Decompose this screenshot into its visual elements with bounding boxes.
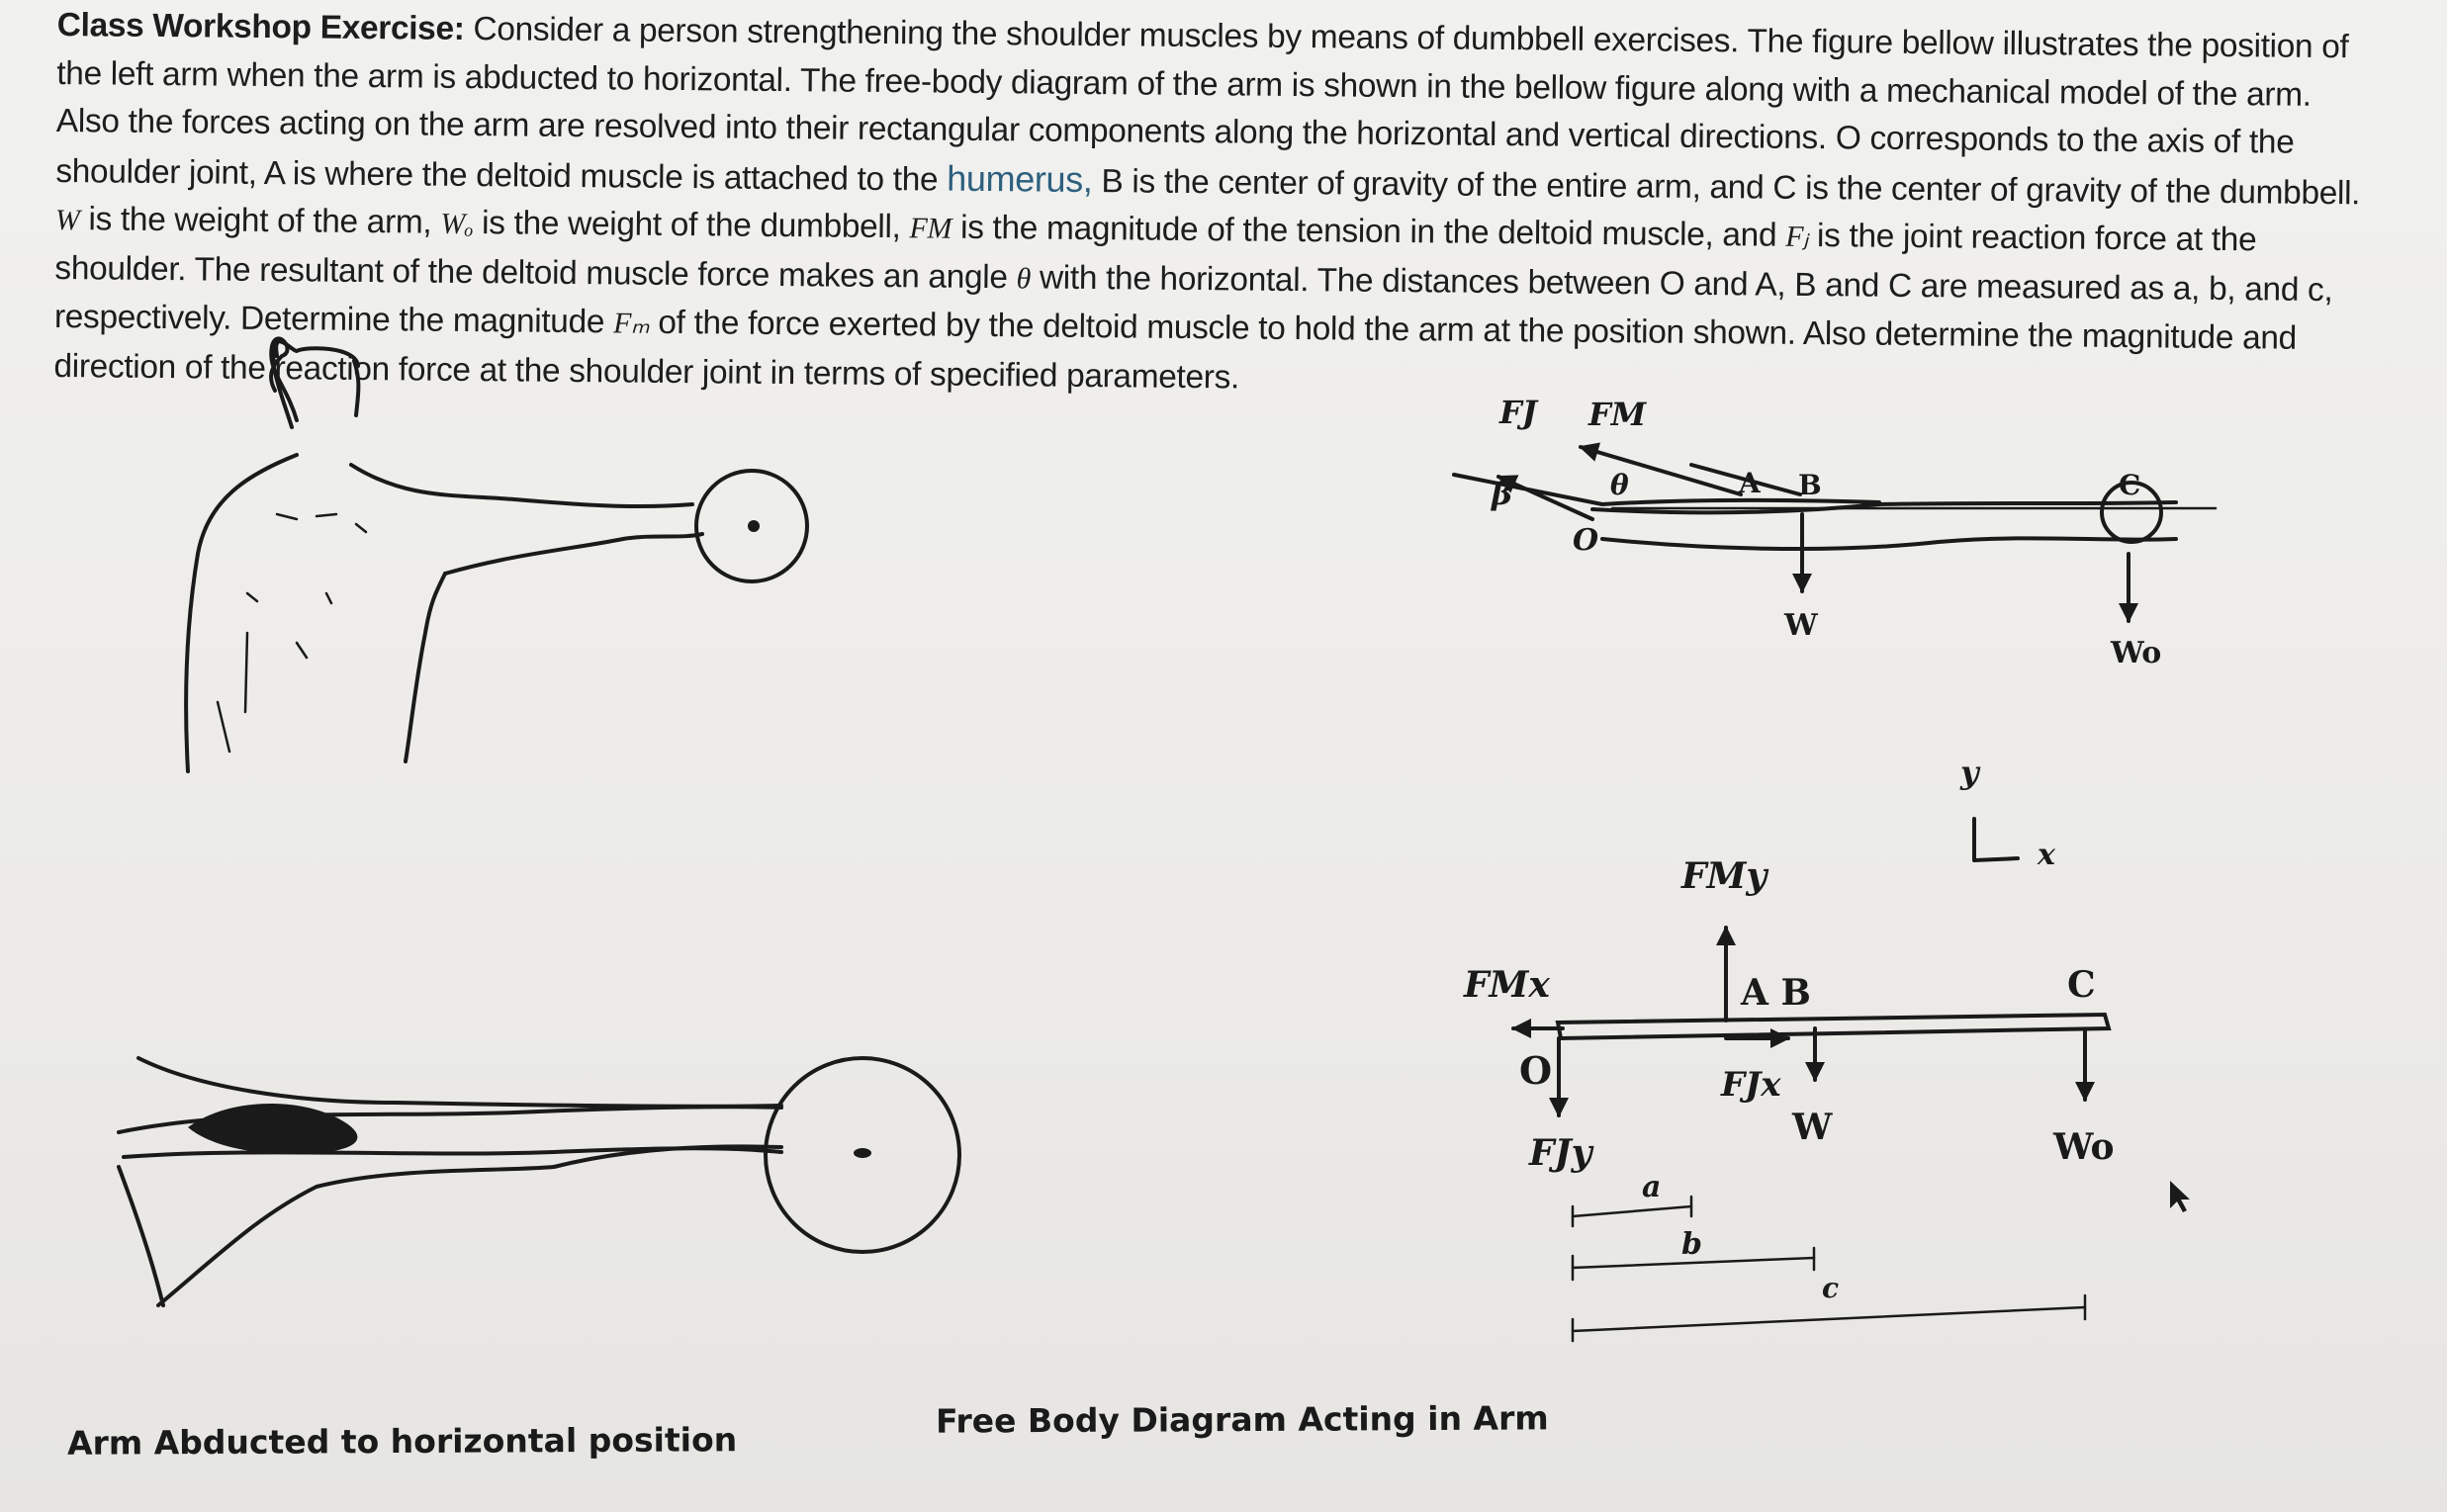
fbd-wo-label: Wo	[2053, 1126, 2115, 1168]
torso-right	[406, 574, 445, 761]
model-beta-label: β	[1492, 475, 1513, 512]
fbd-c-label: C	[2067, 964, 2096, 1006]
caption-free-body-diagram: Free Body Diagram Acting in Arm	[935, 1398, 1549, 1441]
problem-part6: is the joint reaction force at the shoulder. The resultant of the deltoid muscle force makes an angle	[54, 218, 2257, 296]
mechanical-model	[1454, 394, 2216, 670]
dim-b-label: b	[1681, 1227, 1702, 1262]
axes-lines	[1974, 819, 2018, 860]
problem-part4: is the weight of the dumbbell,	[473, 205, 910, 246]
fjx-label: FJx	[1721, 1065, 1781, 1105]
problem-lead: Class Workshop Exercise:	[56, 6, 465, 47]
free-body-diagram	[1463, 855, 2115, 1341]
weight-dumbbell-symbol: Wₒ	[440, 207, 474, 241]
theta-symbol: θ	[1016, 261, 1032, 295]
problem-part7: with the horizontal. The distances between O and A, B and C are measured as a, b, and c, respectively. Determine the magnitude	[53, 258, 2333, 341]
dim-a-line	[1573, 1206, 1691, 1216]
fbd-w-label: W	[1792, 1107, 1833, 1148]
model-o-label: O	[1573, 523, 1599, 558]
left-shoulder-torso	[186, 455, 297, 771]
model-arm-lower	[1602, 538, 2176, 549]
humerus-link[interactable]: humerus,	[947, 157, 1093, 200]
fbd-ab-label: A B	[1741, 972, 1811, 1014]
dimension-lines	[1573, 1170, 2085, 1341]
dumbbell-center-bottom	[854, 1148, 871, 1158]
coordinate-axes	[1959, 754, 2056, 872]
muscle-force-symbol-2: Fₘ	[612, 307, 650, 340]
muscle-lines	[247, 514, 366, 658]
caption-arm-abducted: Arm Abducted to horizontal position	[66, 1420, 738, 1463]
dumbbell-center-top	[748, 520, 760, 532]
fbd-o-label: O	[1519, 1048, 1553, 1093]
weight-arm-symbol: W	[54, 203, 80, 237]
head-top	[276, 341, 358, 366]
fmy-label: FMy	[1681, 855, 1767, 897]
model-b-label: B	[1798, 469, 1822, 501]
scapula-lower	[158, 1167, 554, 1305]
arm-upper-outline	[351, 465, 692, 506]
axis-x-label: x	[2038, 838, 2055, 872]
model-a-label: A	[1739, 467, 1761, 499]
abdominal-lines	[218, 633, 247, 752]
model-fm-label: FM	[1588, 396, 1647, 433]
scapula-outline	[119, 1167, 163, 1305]
deltoid-muscle	[188, 1104, 357, 1154]
dim-a-label: a	[1642, 1170, 1662, 1204]
problem-part3: is the weight of the arm,	[79, 201, 441, 241]
arm-lower-outline	[445, 534, 702, 574]
fbd-beam	[1558, 1015, 2109, 1038]
joint-force-symbol: Fⱼ	[1785, 220, 1809, 254]
muscle-force-symbol: FM	[909, 212, 952, 245]
dim-c-label: c	[1822, 1272, 1840, 1304]
fjy-label: FJy	[1529, 1132, 1592, 1174]
model-wo-label: Wo	[2111, 636, 2162, 670]
arm-anatomy-illustration	[119, 1058, 959, 1305]
problem-part2: B is the center of gravity of the entire arm, and C is the center of gravity of the dumbbell.	[1092, 162, 2361, 212]
model-fj-label: FJ	[1499, 394, 1537, 431]
axis-y-label: y	[1960, 754, 1979, 791]
fmx-label: FMx	[1464, 964, 1550, 1006]
problem-part5: is the magnitude of the tension in the deltoid muscle, and	[951, 209, 1786, 254]
dim-c-line	[1573, 1307, 2085, 1331]
problem-part1: Consider a person strengthening the shoulder muscles by means of dumbbell exercises. The figure bellow illustrates the position of the left arm when the arm is abducted to horizontal. The free-body diagram of the arm is shown in the bellow figure along with a mechanical model of the arm. Also the forces acting on the arm are resolved into their rectangular components along the horizontal and vertical directions. O corresponds to the axis of the shoulder joint, A is where the deltoid muscle is attached to the	[55, 10, 2349, 199]
model-theta-label: θ	[1610, 469, 1629, 501]
model-c-label: C	[2119, 469, 2141, 501]
model-w-label: W	[1784, 608, 1818, 643]
arm-top-outline	[138, 1058, 781, 1107]
problem-part8: of the force exerted by the deltoid muscle to hold the arm at the position shown. Also determine the magnitude and direction of the reaction force at the shoulder joint in terms of specified parameters.	[53, 304, 2298, 396]
human-figure-illustration	[186, 338, 807, 771]
neck-right	[354, 361, 358, 415]
mouse-cursor-icon	[2170, 1181, 2190, 1212]
